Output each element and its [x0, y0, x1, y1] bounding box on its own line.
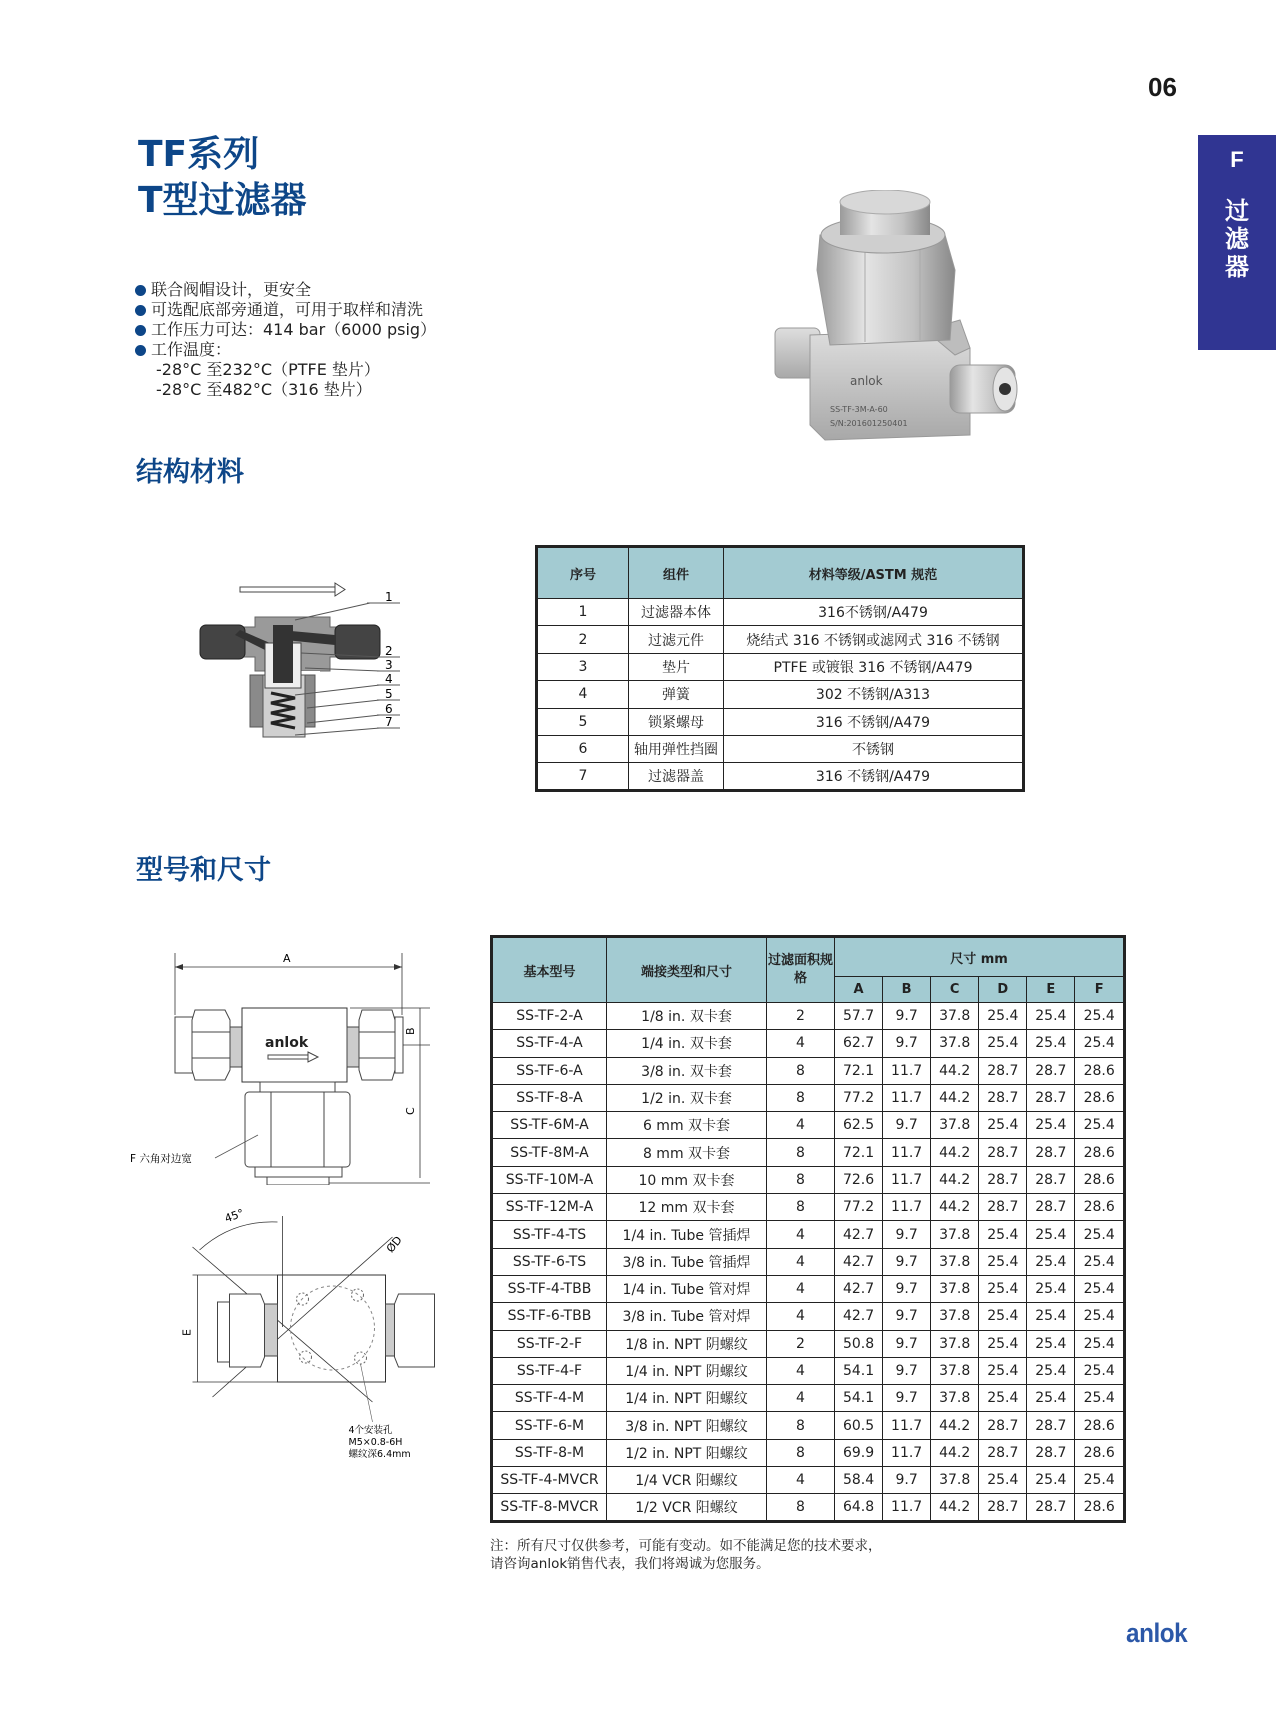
filter-area: 8 — [767, 1139, 835, 1166]
dim-e: 28.7 — [1027, 1139, 1075, 1166]
dim-a: 64.8 — [835, 1494, 883, 1521]
dim-e: 28.7 — [1027, 1494, 1075, 1521]
dim-e: 25.4 — [1027, 1003, 1075, 1030]
table-row — [492, 1330, 1125, 1357]
table-row — [492, 1003, 1125, 1030]
model-number: SS-TF-4-MVCR — [492, 1467, 607, 1494]
dim-f: 28.6 — [1075, 1057, 1125, 1084]
dim-d: 25.4 — [979, 1112, 1027, 1139]
column-header-area: 过滤面积规格 — [767, 937, 835, 1003]
dim-e: 28.7 — [1027, 1439, 1075, 1466]
feature-item: 可选配底部旁通道，可用于取样和清洗 — [135, 300, 436, 320]
dim-c: 44.2 — [931, 1057, 979, 1084]
dim-f: 25.4 — [1075, 1385, 1125, 1412]
column-header: 组件 — [629, 547, 724, 599]
filter-area: 8 — [767, 1412, 835, 1439]
dim-a: 77.2 — [835, 1084, 883, 1111]
dim-a: 50.8 — [835, 1330, 883, 1357]
section-tab — [1198, 135, 1276, 350]
table-row — [537, 763, 1024, 790]
dim-f: 28.6 — [1075, 1166, 1125, 1193]
row-index: 4 — [537, 681, 629, 708]
end-connection: 1/2 VCR 阳螺纹 — [607, 1494, 767, 1521]
model-number: SS-TF-6-TS — [492, 1248, 607, 1275]
table-row — [492, 1385, 1125, 1412]
dim-f: 25.4 — [1075, 1248, 1125, 1275]
feature-list — [135, 280, 436, 400]
filter-area: 4 — [767, 1357, 835, 1384]
callout-5: 5 — [385, 687, 393, 701]
dim-c: 37.8 — [931, 1248, 979, 1275]
material-spec: PTFE 或镀银 316 不锈钢/A479 — [724, 653, 1024, 680]
dim-f: 28.6 — [1075, 1412, 1125, 1439]
page-title — [138, 132, 307, 224]
footnote: 注：所有尺寸仅供参考，可能有变动。如不能满足您的技术要求， 请咨询anlok销售代表，我们将竭诚为您服务。 — [490, 1538, 882, 1572]
dim-f: 25.4 — [1075, 1467, 1125, 1494]
model-number: SS-TF-10M-A — [492, 1166, 607, 1193]
model-number: SS-TF-4-TBB — [492, 1275, 607, 1302]
dim-b: 9.7 — [883, 1357, 931, 1384]
product-photo — [755, 190, 1025, 460]
dim-b: 9.7 — [883, 1385, 931, 1412]
dim-c: 44.2 — [931, 1084, 979, 1111]
dim-c: 37.8 — [931, 1112, 979, 1139]
column-header-a: A — [835, 977, 883, 1003]
dim-d: 28.7 — [979, 1057, 1027, 1084]
row-index: 6 — [537, 735, 629, 762]
table-header-row — [537, 547, 1024, 599]
dim-e: 28.7 — [1027, 1084, 1075, 1111]
dim-a: 62.5 — [835, 1112, 883, 1139]
dim-e: 28.7 — [1027, 1057, 1075, 1084]
bullet-icon — [135, 305, 146, 316]
dim-d: 25.4 — [979, 1003, 1027, 1030]
dim-a: 54.1 — [835, 1385, 883, 1412]
end-connection: 3/8 in. Tube 管对焊 — [607, 1303, 767, 1330]
table-row — [492, 1084, 1125, 1111]
dim-f: 28.6 — [1075, 1439, 1125, 1466]
end-connection: 12 mm 双卡套 — [607, 1194, 767, 1221]
model-number: SS-TF-8M-A — [492, 1139, 607, 1166]
material-spec: 302 不锈钢/A313 — [724, 681, 1024, 708]
column-header-f: F — [1075, 977, 1125, 1003]
material-spec: 烧结式 316 不锈钢或滤网式 316 不锈钢 — [724, 626, 1024, 653]
dim-label-d: ØD — [383, 1233, 405, 1256]
column-header: 序号 — [537, 547, 629, 599]
end-connection: 1/2 in. 双卡套 — [607, 1084, 767, 1111]
dim-d: 28.7 — [979, 1166, 1027, 1193]
component-name: 过滤元件 — [629, 626, 724, 653]
materials-heading: 结构材料 — [136, 457, 244, 488]
page-number: 06 — [1148, 72, 1177, 102]
table-row — [492, 1275, 1125, 1302]
dim-a: 77.2 — [835, 1194, 883, 1221]
dim-e: 25.4 — [1027, 1248, 1075, 1275]
filter-area: 4 — [767, 1303, 835, 1330]
model-number: SS-TF-4-F — [492, 1357, 607, 1384]
model-number: SS-TF-12M-A — [492, 1194, 607, 1221]
dim-e: 25.4 — [1027, 1467, 1075, 1494]
model-number: SS-TF-6-M — [492, 1412, 607, 1439]
component-name: 锁紧螺母 — [629, 708, 724, 735]
dim-e: 25.4 — [1027, 1030, 1075, 1057]
end-connection: 3/8 in. 双卡套 — [607, 1057, 767, 1084]
component-name: 垫片 — [629, 653, 724, 680]
end-connection: 1/4 in. NPT 阳螺纹 — [607, 1385, 767, 1412]
callout-1: 1 — [385, 590, 393, 604]
dim-a: 62.7 — [835, 1030, 883, 1057]
dim-a: 57.7 — [835, 1003, 883, 1030]
filter-area: 4 — [767, 1030, 835, 1057]
row-index: 1 — [537, 599, 629, 626]
dim-a: 42.7 — [835, 1221, 883, 1248]
end-connection: 1/8 in. 双卡套 — [607, 1003, 767, 1030]
dim-c: 37.8 — [931, 1357, 979, 1384]
column-header-end: 端接类型和尺寸 — [607, 937, 767, 1003]
dim-c: 44.2 — [931, 1412, 979, 1439]
dim-label-c: C — [404, 1107, 417, 1115]
dim-a: 72.1 — [835, 1139, 883, 1166]
mounting-holes-thread: M5×0.8-6H — [348, 1437, 403, 1448]
dim-b: 9.7 — [883, 1030, 931, 1057]
dim-b: 9.7 — [883, 1003, 931, 1030]
dimension-drawing-front — [130, 945, 440, 1185]
dim-d: 28.7 — [979, 1139, 1027, 1166]
feature-item: 工作温度： — [135, 340, 436, 360]
dim-e: 25.4 — [1027, 1385, 1075, 1412]
dim-d: 25.4 — [979, 1467, 1027, 1494]
table-row — [492, 1439, 1125, 1466]
bullet-icon — [135, 285, 146, 296]
dim-f: 25.4 — [1075, 1003, 1125, 1030]
material-spec: 不锈钢 — [724, 735, 1024, 762]
table-row — [537, 735, 1024, 762]
dim-a: 42.7 — [835, 1275, 883, 1302]
title-line-2: T型过滤器 — [138, 180, 307, 221]
temperature-line: -28°C 至232°C（PTFE 垫片） — [156, 360, 380, 379]
filter-area: 8 — [767, 1057, 835, 1084]
table-row — [537, 626, 1024, 653]
column-header-b: B — [883, 977, 931, 1003]
table-row — [492, 1357, 1125, 1384]
table-row — [537, 599, 1024, 626]
table-row — [492, 1057, 1125, 1084]
dim-f: 25.4 — [1075, 1112, 1125, 1139]
table-row — [492, 1467, 1125, 1494]
filter-area: 4 — [767, 1385, 835, 1412]
dim-b: 9.7 — [883, 1275, 931, 1302]
column-header-c: C — [931, 977, 979, 1003]
dim-d: 25.4 — [979, 1275, 1027, 1302]
table-header-row — [492, 937, 1125, 977]
dim-a: 72.1 — [835, 1057, 883, 1084]
dim-e: 25.4 — [1027, 1275, 1075, 1302]
end-connection: 3/8 in. NPT 阳螺纹 — [607, 1412, 767, 1439]
flow-arrow-icon — [335, 583, 345, 596]
model-number: SS-TF-6-TBB — [492, 1303, 607, 1330]
model-number: SS-TF-8-M — [492, 1439, 607, 1466]
end-connection: 1/2 in. NPT 阳螺纹 — [607, 1439, 767, 1466]
dim-a: 42.7 — [835, 1303, 883, 1330]
column-header-dims: 尺寸 mm — [835, 937, 1125, 977]
feature-item: 工作压力可达：414 bar（6000 psig） — [135, 320, 436, 340]
end-connection: 1/4 in. NPT 阴螺纹 — [607, 1357, 767, 1384]
dimension-drawing-bottom — [170, 1192, 445, 1472]
table-row — [537, 681, 1024, 708]
dim-d: 28.7 — [979, 1194, 1027, 1221]
dim-d: 28.7 — [979, 1439, 1027, 1466]
dim-e: 28.7 — [1027, 1412, 1075, 1439]
dim-c: 44.2 — [931, 1194, 979, 1221]
material-spec: 316 不锈钢/A479 — [724, 763, 1024, 790]
dim-d: 25.4 — [979, 1330, 1027, 1357]
dim-a: 58.4 — [835, 1467, 883, 1494]
dim-f: 25.4 — [1075, 1357, 1125, 1384]
filter-area: 4 — [767, 1112, 835, 1139]
table-row — [492, 1112, 1125, 1139]
column-header-e: E — [1027, 977, 1075, 1003]
dim-f: 25.4 — [1075, 1330, 1125, 1357]
callout-4: 4 — [385, 672, 393, 686]
dim-d: 28.7 — [979, 1494, 1027, 1521]
dim-a: 60.5 — [835, 1412, 883, 1439]
dim-f: 25.4 — [1075, 1303, 1125, 1330]
section-tab-letter: F — [1230, 147, 1244, 172]
hex-width-note: F 六角对边宽 — [130, 1153, 192, 1165]
end-connection: 6 mm 双卡套 — [607, 1112, 767, 1139]
material-spec: 316不锈钢/A479 — [724, 599, 1024, 626]
filter-area: 8 — [767, 1494, 835, 1521]
dim-b: 9.7 — [883, 1467, 931, 1494]
dim-b: 9.7 — [883, 1112, 931, 1139]
model-number: SS-TF-2-F — [492, 1330, 607, 1357]
table-row — [492, 1303, 1125, 1330]
row-index: 5 — [537, 708, 629, 735]
dim-label-b: B — [404, 1027, 417, 1035]
dim-b: 9.7 — [883, 1221, 931, 1248]
photo-serial-etching: S/N:201601250401 — [830, 419, 908, 428]
dim-a: 42.7 — [835, 1248, 883, 1275]
material-spec: 316 不锈钢/A479 — [724, 708, 1024, 735]
photo-model-etching: SS-TF-3M-A-60 — [830, 405, 888, 414]
dim-e: 25.4 — [1027, 1303, 1075, 1330]
dim-c: 44.2 — [931, 1494, 979, 1521]
section-tab-label: 过滤器 — [1225, 197, 1249, 281]
dim-f: 28.6 — [1075, 1194, 1125, 1221]
dim-d: 28.7 — [979, 1084, 1027, 1111]
bullet-icon — [135, 345, 146, 356]
cross-section-diagram — [195, 575, 410, 755]
model-number: SS-TF-4-A — [492, 1030, 607, 1057]
dim-e: 25.4 — [1027, 1330, 1075, 1357]
filter-area: 8 — [767, 1194, 835, 1221]
end-connection: 1/4 in. 双卡套 — [607, 1030, 767, 1057]
table-row — [492, 1166, 1125, 1193]
bullet-icon — [135, 325, 146, 336]
column-header-d: D — [979, 977, 1027, 1003]
dim-c: 37.8 — [931, 1275, 979, 1302]
table-row — [492, 1030, 1125, 1057]
table-row — [492, 1248, 1125, 1275]
filter-area: 4 — [767, 1248, 835, 1275]
dim-d: 25.4 — [979, 1221, 1027, 1248]
dim-label-e: E — [180, 1329, 194, 1336]
filter-area: 2 — [767, 1330, 835, 1357]
filter-area: 8 — [767, 1439, 835, 1466]
dim-b: 9.7 — [883, 1248, 931, 1275]
end-connection: 1/4 in. Tube 管插焊 — [607, 1221, 767, 1248]
dim-b: 11.7 — [883, 1139, 931, 1166]
dim-b: 9.7 — [883, 1303, 931, 1330]
feature-item: 联合阀帽设计，更安全 — [135, 280, 436, 300]
end-connection: 10 mm 双卡套 — [607, 1166, 767, 1193]
table-row — [537, 653, 1024, 680]
dim-d: 25.4 — [979, 1385, 1027, 1412]
end-connection: 1/8 in. NPT 阴螺纹 — [607, 1330, 767, 1357]
model-number: SS-TF-8-MVCR — [492, 1494, 607, 1521]
dim-e: 25.4 — [1027, 1221, 1075, 1248]
dim-e: 25.4 — [1027, 1112, 1075, 1139]
component-name: 轴用弹性挡圈 — [629, 735, 724, 762]
callout-6: 6 — [385, 702, 393, 716]
dim-c: 37.8 — [931, 1303, 979, 1330]
footer-logo: anlok — [1126, 1618, 1188, 1648]
dim-b: 11.7 — [883, 1057, 931, 1084]
dim-b: 11.7 — [883, 1194, 931, 1221]
row-index: 3 — [537, 653, 629, 680]
filter-area: 2 — [767, 1003, 835, 1030]
callout-7: 7 — [385, 715, 393, 729]
row-index: 2 — [537, 626, 629, 653]
dim-d: 25.4 — [979, 1357, 1027, 1384]
dim-a: 69.9 — [835, 1439, 883, 1466]
dim-d: 25.4 — [979, 1030, 1027, 1057]
table-row — [492, 1221, 1125, 1248]
dim-f: 28.6 — [1075, 1139, 1125, 1166]
model-number: SS-TF-6M-A — [492, 1112, 607, 1139]
model-number: SS-TF-4-M — [492, 1385, 607, 1412]
mounting-holes-depth: 螺纹深6.4mm — [348, 1449, 411, 1460]
dim-b: 11.7 — [883, 1166, 931, 1193]
column-header: 材料等级/ASTM 规范 — [724, 547, 1024, 599]
dim-f: 25.4 — [1075, 1221, 1125, 1248]
dim-d: 28.7 — [979, 1412, 1027, 1439]
dim-c: 37.8 — [931, 1030, 979, 1057]
filter-area: 4 — [767, 1467, 835, 1494]
dim-b: 11.7 — [883, 1412, 931, 1439]
model-number: SS-TF-6-A — [492, 1057, 607, 1084]
dim-e: 25.4 — [1027, 1357, 1075, 1384]
dim-f: 28.6 — [1075, 1084, 1125, 1111]
title-line-1: TF系列 — [138, 134, 260, 175]
dim-d: 25.4 — [979, 1303, 1027, 1330]
model-number: SS-TF-4-TS — [492, 1221, 607, 1248]
dim-b: 11.7 — [883, 1439, 931, 1466]
dim-b: 11.7 — [883, 1084, 931, 1111]
table-row — [492, 1494, 1125, 1521]
callout-3: 3 — [385, 658, 393, 672]
dim-e: 28.7 — [1027, 1194, 1075, 1221]
dim-d: 25.4 — [979, 1248, 1027, 1275]
dim-label-a: A — [283, 952, 291, 965]
dim-c: 37.8 — [931, 1003, 979, 1030]
end-connection: 1/4 VCR 阳螺纹 — [607, 1467, 767, 1494]
dim-c: 37.8 — [931, 1330, 979, 1357]
dim-b: 9.7 — [883, 1330, 931, 1357]
component-name: 弹簧 — [629, 681, 724, 708]
model-number: SS-TF-8-A — [492, 1084, 607, 1111]
filter-area: 8 — [767, 1084, 835, 1111]
dim-f: 25.4 — [1075, 1275, 1125, 1302]
end-connection: 1/4 in. Tube 管对焊 — [607, 1275, 767, 1302]
row-index: 7 — [537, 763, 629, 790]
table-row — [492, 1194, 1125, 1221]
column-header-model: 基本型号 — [492, 937, 607, 1003]
dim-c: 37.8 — [931, 1221, 979, 1248]
component-name: 过滤器本体 — [629, 599, 724, 626]
component-name: 过滤器盖 — [629, 763, 724, 790]
mounting-holes-note: 4个安装孔 — [348, 1425, 393, 1436]
dim-c: 44.2 — [931, 1439, 979, 1466]
dim-a: 54.1 — [835, 1357, 883, 1384]
dim-c: 44.2 — [931, 1139, 979, 1166]
table-row — [492, 1412, 1125, 1439]
dim-e: 28.7 — [1027, 1166, 1075, 1193]
dim-f: 28.6 — [1075, 1494, 1125, 1521]
dim-c: 37.8 — [931, 1467, 979, 1494]
end-connection: 8 mm 双卡套 — [607, 1139, 767, 1166]
table-row — [537, 708, 1024, 735]
model-dimensions-table — [490, 935, 1126, 1523]
table-row — [492, 1139, 1125, 1166]
photo-brand-etching: anlok — [850, 374, 883, 388]
materials-table — [535, 545, 1025, 792]
temperature-line: -28°C 至482°C（316 垫片） — [156, 380, 372, 399]
dim-c: 44.2 — [931, 1166, 979, 1193]
end-connection: 3/8 in. Tube 管插焊 — [607, 1248, 767, 1275]
filter-area: 8 — [767, 1166, 835, 1193]
dim-b: 11.7 — [883, 1494, 931, 1521]
filter-area: 4 — [767, 1275, 835, 1302]
dim-c: 37.8 — [931, 1385, 979, 1412]
filter-area: 4 — [767, 1221, 835, 1248]
drawing-brand: anlok — [265, 1035, 309, 1051]
models-heading: 型号和尺寸 — [136, 855, 271, 886]
model-number: SS-TF-2-A — [492, 1003, 607, 1030]
angle-label: 45° — [222, 1206, 246, 1226]
dim-f: 25.4 — [1075, 1030, 1125, 1057]
dim-a: 72.6 — [835, 1166, 883, 1193]
callout-2: 2 — [385, 644, 393, 658]
